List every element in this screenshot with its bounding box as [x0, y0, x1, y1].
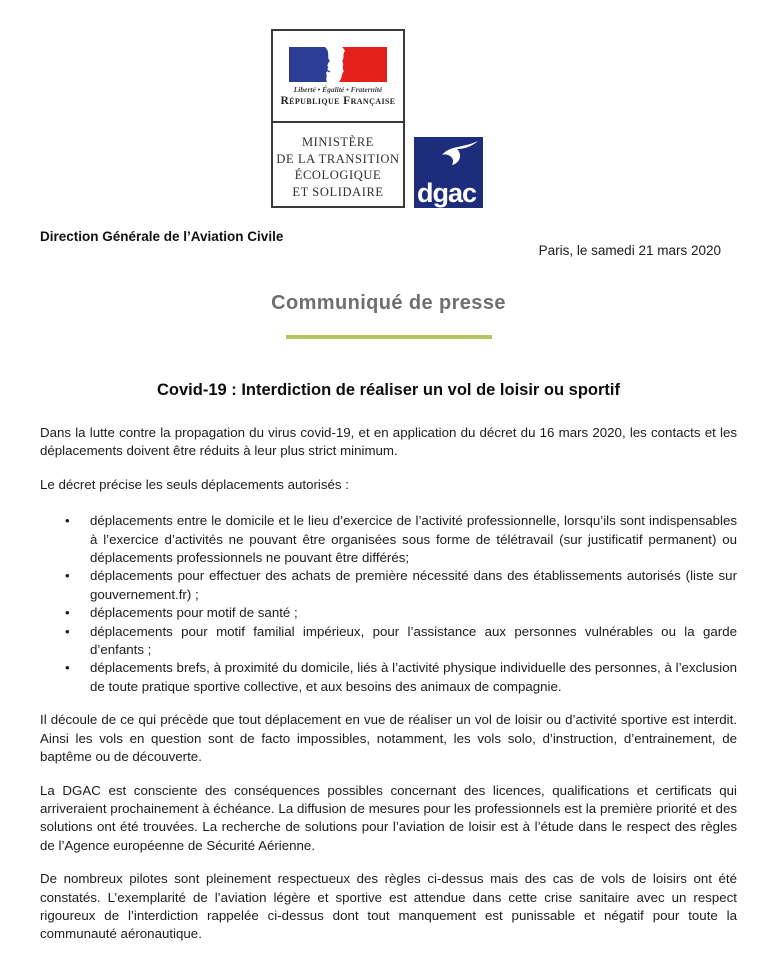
- list-item: • déplacements pour effectuer des achats de première nécessité dans des établissements autorisés (liste sur gouvernement.fr) ;: [90, 567, 737, 604]
- french-flag-marianne-icon: [289, 47, 387, 82]
- ministry-name-block: [273, 121, 403, 206]
- accent-divider: [286, 335, 492, 339]
- body-copy: [40, 424, 737, 959]
- list-item: • déplacements pour motif de santé ;: [90, 604, 737, 622]
- dgac-logo-text: dgac: [417, 178, 477, 208]
- press-release-kicker: Communiqué de presse: [271, 292, 506, 314]
- ministry-line: MINISTÈRE: [301, 135, 375, 149]
- french-republic-logo-block: [271, 29, 405, 208]
- ministry-line: ET SOLIDAIRE: [292, 184, 384, 199]
- swallow-bird-icon: [441, 140, 479, 166]
- org-name: Direction Générale de l’Aviation Civile: [40, 229, 284, 244]
- marianne-logo: [273, 31, 403, 121]
- ministry-line: ÉCOLOGIQUE: [294, 168, 382, 182]
- republic-motto: Liberté • Égalité • Fraternité: [293, 85, 383, 94]
- headline: Covid-19 : Interdiction de réaliser un vol de loisir ou sportif: [157, 381, 620, 399]
- list-item: • déplacements brefs, à proximité du domicile, liés à l’activité physique individuelle des personnes, à l’exclusion de toute pratique sportive collective, et aux besoins des animaux de compagnie.: [90, 659, 737, 696]
- ministry-line: DE LA TRANSITION: [276, 151, 400, 166]
- body-paragraph: La DGAC est consciente des conséquences possibles concernant des licences, qualifications et certificats qui arriveraient prochainement à échéance. La diffusion de mesures pour les professionnels est la première priorité et des solutions ont été trouvées. La recherche de solutions pour l’aviation de loisir est à l’étude dans le respect des règles de l’Agence européenne de Sécurité Aérienne.: [40, 782, 737, 853]
- intro-paragraph: Dans la lutte contre la propagation du virus covid-19, et en application du décret du 16 mars 2020, les contacts et les déplacements doivent être réduits à leur plus strict minimum.: [40, 425, 737, 459]
- authorized-travel-list: [40, 512, 737, 696]
- list-item: • déplacements pour motif familial impérieux, pour l’assistance aux personnes vulnérables ou la garde d’enfants ;: [90, 623, 737, 660]
- dateline: Paris, le samedi 21 mars 2020: [538, 243, 721, 258]
- list-item: • déplacements entre le domicile et le lieu d’exercice de l’activité professionnelle, lorsqu’ils sont indispensables à l’exercice d’activités ne pouvant être organisées sous forme de télétravail (sur justificatif permanent) ou déplacements professionnels ne pouvant être différés;: [90, 512, 737, 567]
- body-paragraph: Il découle de ce qui précède que tout déplacement en vue de réaliser un vol de loisir ou d’activité sportive est interdit. Ainsi les vols en question sont de facto impossibles, notamment, les vols solo, d’instruction, d’entrainement, de baptême ou de découverte.: [40, 712, 737, 765]
- list-intro-paragraph: Le décret précise les seuls déplacements autorisés :: [40, 476, 349, 492]
- dgac-logo: [414, 137, 483, 208]
- republic-name: République Française: [280, 95, 396, 107]
- body-paragraph: De nombreux pilotes sont pleinement respectueux des règles ci-dessus mais des cas de vols de loisirs ont été constatés. L’exemplarité de l’aviation légère et sportive est attendue dans cette crise sanitaire avec un respect rigoureux de l’interdiction rappelée ci-dessus dont tout manquement est punissable et négatif pour toute la communauté aéronautique.: [40, 871, 737, 942]
